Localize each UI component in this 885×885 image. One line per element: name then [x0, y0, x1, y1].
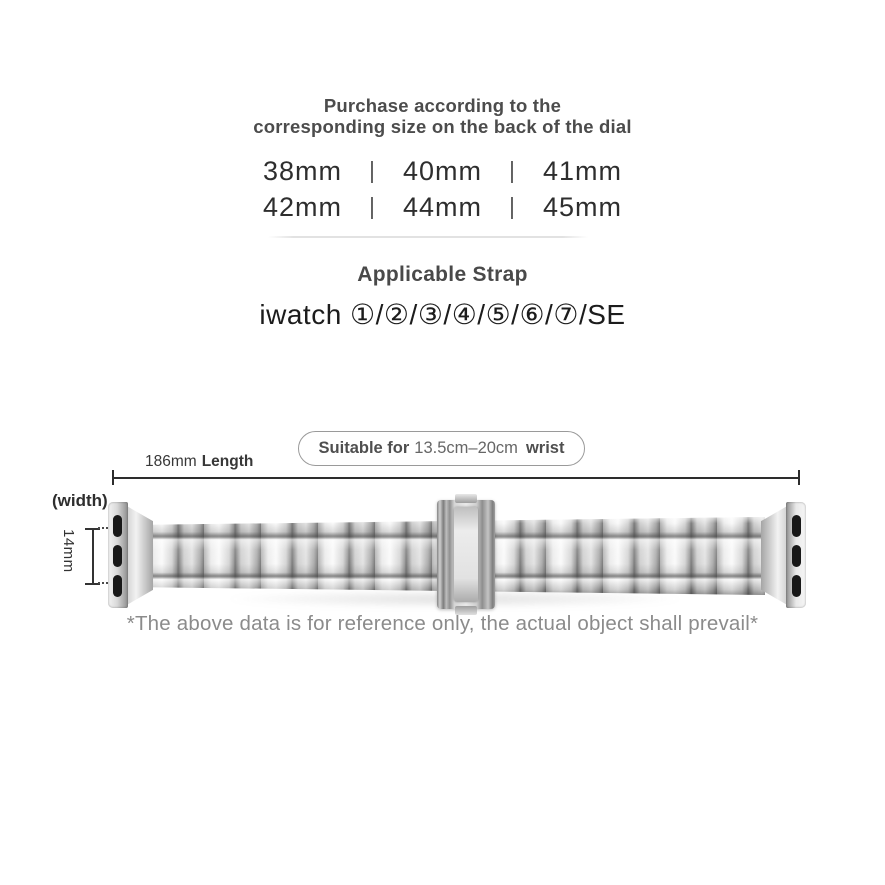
size-separator: |: [509, 157, 516, 183]
title-line-2: corresponding size on the back of the dial: [253, 116, 632, 137]
adapter-slot: [792, 515, 801, 537]
disclaimer-text: *The above data is for reference only, the actual object shall prevail*: [126, 612, 759, 635]
length-word: Length: [201, 453, 254, 470]
length-tick-left: [112, 470, 114, 485]
pill-prefix: Suitable for: [318, 439, 410, 457]
size-row-bottom: [0, 189, 885, 225]
left-adapter: [108, 502, 128, 608]
size-option-41mm: 41mm: [542, 156, 622, 186]
adapter-slot: [792, 545, 801, 567]
adapter-slot: [113, 575, 122, 597]
right-adapter-wing: [761, 505, 789, 606]
size-option-40mm: 40mm: [402, 156, 482, 186]
size-row-top: [0, 153, 885, 189]
wrist-size-pill: [298, 431, 585, 466]
right-adapter: [786, 502, 806, 608]
iwatch-compatibility-text: iwatch ①/②/③/④/⑤/⑥/⑦/SE: [259, 299, 626, 330]
title-line-1: Purchase according to the: [323, 95, 562, 116]
size-separator: |: [369, 157, 376, 183]
adapter-slot: [792, 575, 801, 597]
pill-range: 13.5cm–20cm: [414, 439, 518, 457]
pill-suffix: wrist: [525, 439, 565, 457]
section-divider: [268, 236, 588, 238]
adapter-slot: [113, 545, 122, 567]
applicable-strap-heading: Applicable Strap: [357, 263, 528, 286]
size-option-44mm: 44mm: [402, 192, 482, 222]
length-value: 186mm: [145, 453, 197, 470]
length-label: [145, 453, 253, 471]
left-adapter-wing: [125, 505, 153, 606]
size-separator: |: [369, 193, 376, 219]
clasp-tab-top: [455, 494, 477, 503]
width-value: 14mm: [60, 529, 77, 573]
size-option-42mm: 42mm: [262, 192, 342, 222]
clasp-panel: [454, 507, 478, 602]
size-options: [0, 153, 885, 225]
width-measure-line: [92, 528, 94, 584]
size-option-45mm: 45mm: [542, 192, 622, 222]
adapter-slot: [113, 515, 122, 537]
size-separator: |: [509, 193, 516, 219]
length-measure-line: [112, 477, 800, 479]
page-title: [0, 95, 885, 137]
size-option-38mm: 38mm: [262, 156, 342, 186]
width-label: (width): [52, 491, 108, 510]
length-tick-right: [798, 470, 800, 485]
butterfly-clasp: [437, 500, 495, 609]
